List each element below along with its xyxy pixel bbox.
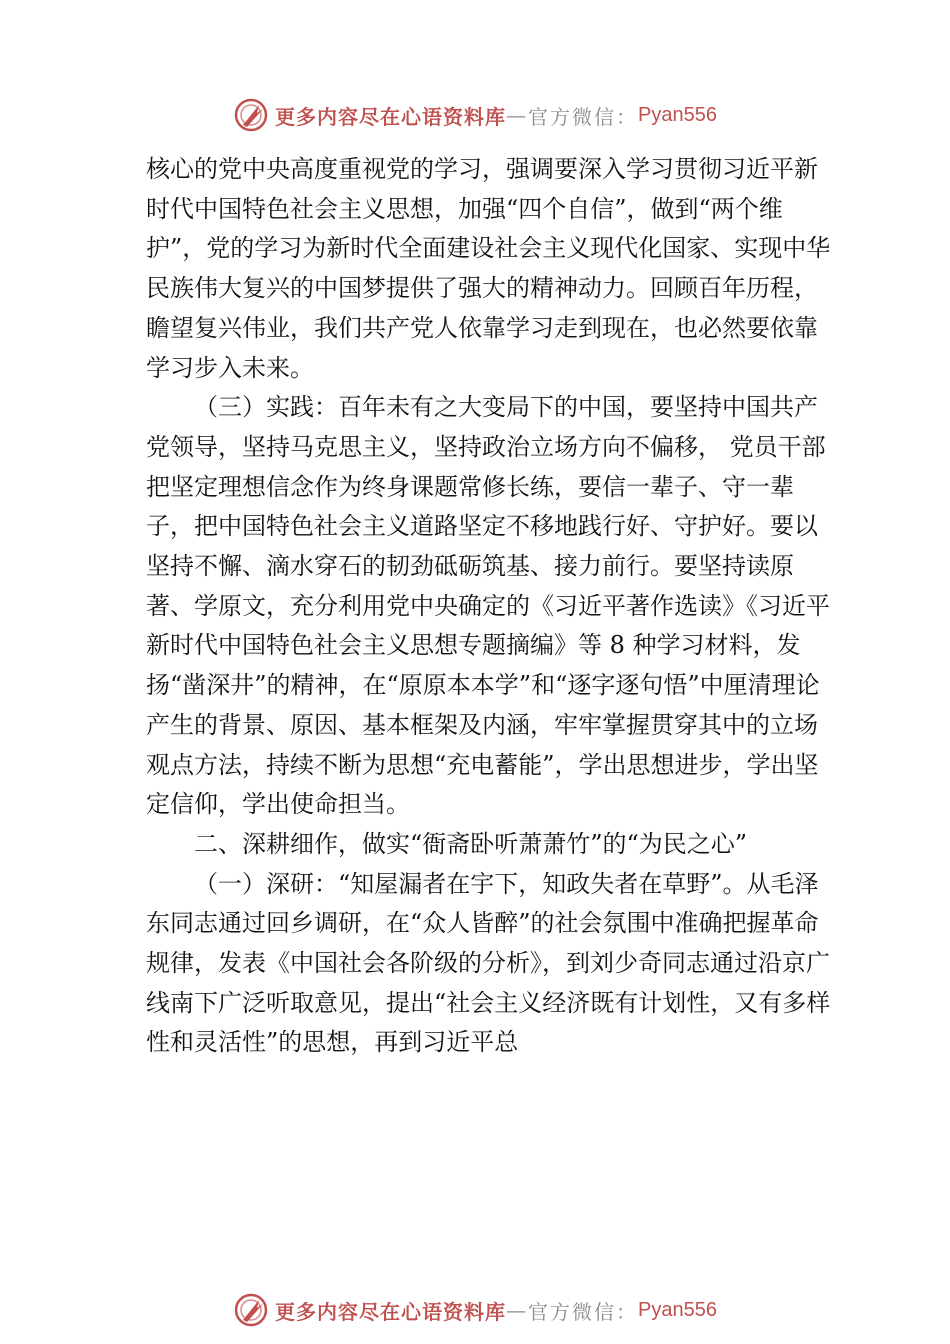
paragraph-1: 核心的党中央高度重视党的学习，强调要深入学习贯彻习近平新时代中国特色社会主义思想，加强“四个自信”，做到“两个维护”，党的学习为新时代全面建设社会主义现代化国家、实现中华民族伟大复兴的中国梦提供了强大的精神动力。回顾百年历程，瞻望复兴伟业，我们共产党人依靠学习走到现在，也必然要依靠学习步入未来。 <box>146 155 831 382</box>
quill-logo-icon <box>233 1292 269 1328</box>
paragraph-2: （三）实践：百年未有之大变局下的中国，要坚持中国共产党领导，坚持马克思主义，坚持政治立场方向不偏移， 党员干部把坚定理想信念作为终身课题常修长练，要信一辈子、守一辈子，把中国特色社会主义道路坚定不移地践行好、守护好。要以坚持不懈、滴水穿石的韧劲砥砺筑基、接力前行。要坚持读原著、学原文，充分利用党中央确定的《习近平著作选读》《习近平新时代中国特色社会主义思想专题摘编》等 8 种学习材料，发扬“凿深井”的精神，在“原原本本学”和“逐字逐句悟”中厘清理论产生的背景、原因、基本框架及内涵，牢牢掌握贯穿其中的立场观点方法，持续不断为思想“充电蓄能”，学出思想进步，学出坚定信仰，学出使命担当。 <box>146 393 830 819</box>
footer-banner <box>0 1290 950 1330</box>
banner-dash: — <box>506 1298 529 1322</box>
banner-site-name: 更多内容尽在心语资料库 <box>275 104 507 129</box>
paragraph-3: （一）深研：“知屋漏者在宇下，知政失者在草野”。从毛泽东同志通过回乡调研，在“众人皆醉”的社会氛围中准确把握革命规律，发表《中国社会各阶级的分析》，到刘少奇同志通过沿京广线南下广泛听取意见，提出“社会主义经济既有计划性，又有多样性和灵活性”的思想，再到习近平总 <box>146 869 831 1057</box>
banner-account-id: Pyan556 <box>638 103 717 126</box>
banner-dash: — <box>506 103 529 127</box>
document-body <box>146 150 836 1063</box>
banner-site-name: 更多内容尽在心语资料库 <box>275 1299 507 1324</box>
section-heading: 二、深耕细作，做实“衙斋卧听萧萧竹”的“为民之心” <box>194 829 748 858</box>
banner-wechat-label: 官方微信： <box>528 104 639 129</box>
banner-wechat-label: 官方微信： <box>528 1299 639 1324</box>
banner-account-id: Pyan556 <box>638 1298 717 1321</box>
quill-logo-icon <box>233 97 269 133</box>
header-banner <box>0 95 950 135</box>
